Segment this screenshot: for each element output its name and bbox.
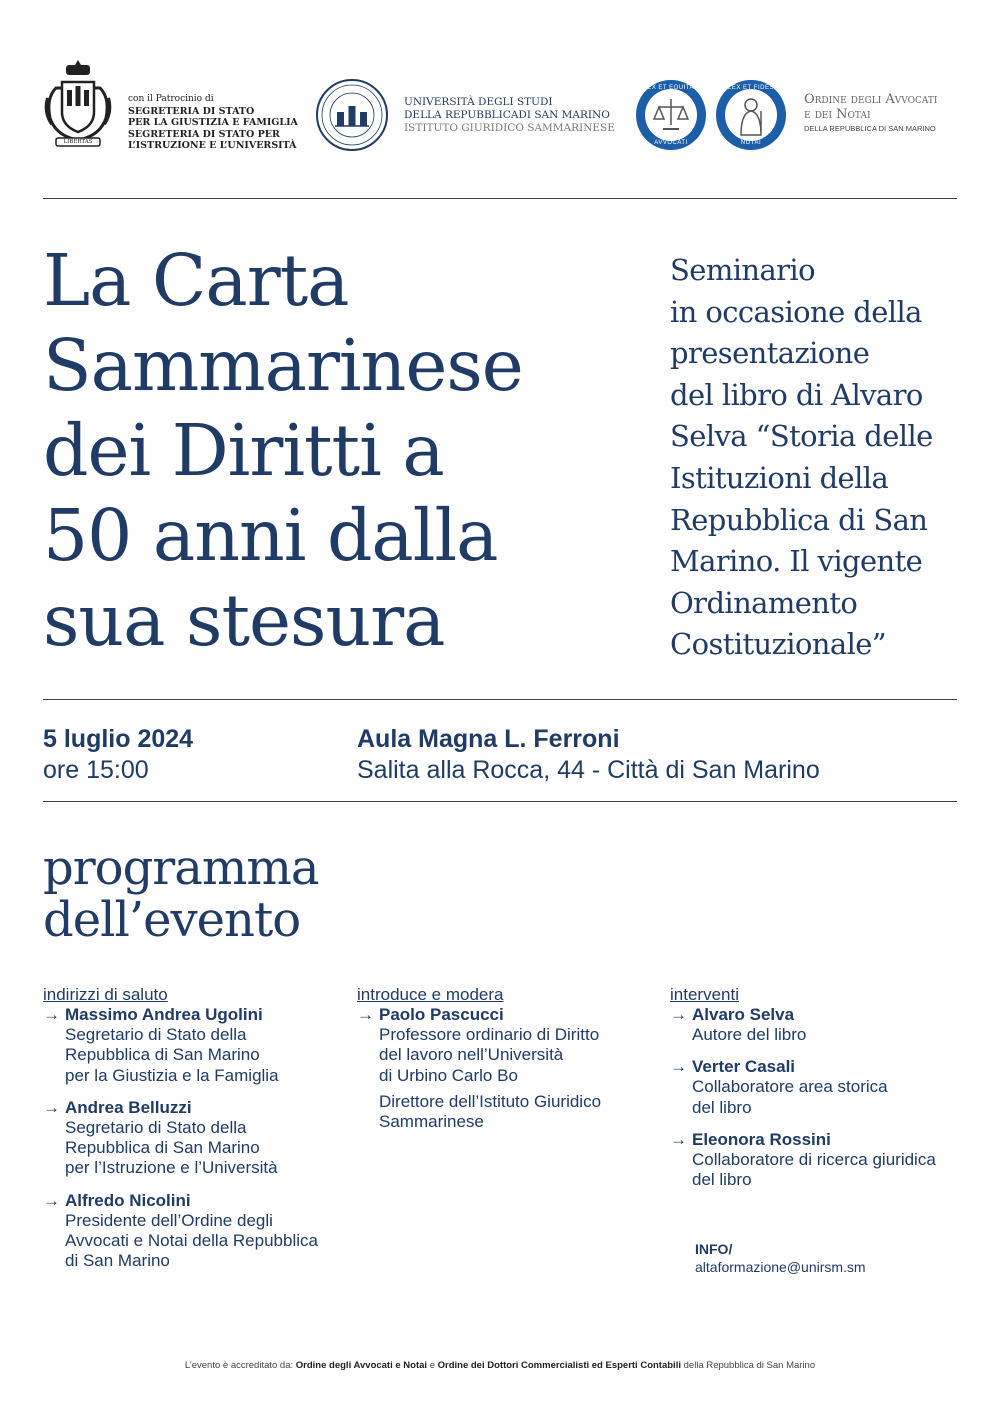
ordine-name	[804, 92, 937, 136]
speaker-role	[357, 1025, 657, 1086]
event-date: 5 luglio 2024	[43, 725, 194, 753]
title-line-5: sua stesura	[43, 579, 445, 662]
role-line: Collaboratore area storica	[692, 1077, 888, 1097]
column-heading: indirizzi di saluto	[43, 985, 168, 1004]
event-venue	[357, 724, 820, 786]
university-line-1: UNIVERSITÀ DEGLI STUDI	[404, 96, 553, 108]
event-divider	[43, 801, 957, 802]
speaker-name: Andrea Belluzzi	[65, 1097, 192, 1117]
event-time: ore 15:00	[43, 756, 149, 784]
title-line-2: Sammarinese	[43, 324, 523, 407]
footer-org-1: Ordine degli Avvocati e Notai	[295, 1360, 428, 1371]
university-line-2: DELLA REPUBBLICADI SAN MARINO	[404, 109, 610, 121]
seal-notai-logo	[716, 80, 786, 150]
role-line: Direttore dell’Istituto Giuridico	[379, 1091, 602, 1111]
role-line: Segretario di Stato della	[65, 1117, 247, 1137]
seal-notai-bottom-text: NOTAI	[740, 140, 762, 146]
role-line: Avvocati e Notai della Repubblica	[65, 1231, 318, 1251]
role-line: Sammarinese	[379, 1112, 484, 1132]
arrow-right-icon: →	[43, 1190, 60, 1210]
role-line: Segretario di Stato della	[65, 1025, 247, 1044]
role-line: del libro	[692, 1170, 752, 1190]
arrow-right-icon: →	[43, 1097, 60, 1117]
seminar-description	[670, 250, 970, 666]
seminar-line: in occasione della	[670, 294, 922, 329]
speaker-role	[670, 1077, 970, 1118]
university-line-3: ISTITUTO GIURIDICO SAMMARINESE	[404, 122, 615, 134]
role-line: di San Marino	[65, 1251, 170, 1271]
role-line: Professore ordinario di Diritto	[379, 1025, 600, 1044]
role-line: Presidente dell’Ordine degli	[65, 1210, 273, 1230]
venue-address: Salita alla Rocca, 44 - Città di San Marino	[357, 756, 820, 784]
info-email-link[interactable]: altaformazione@unirsm.sm	[695, 1259, 866, 1275]
coat-of-arms-logo	[42, 58, 114, 152]
arrow-right-icon: →	[43, 1005, 60, 1024]
speaker-entry	[43, 1191, 343, 1272]
university-seal-logo	[316, 79, 388, 151]
seal-avvocati-bottom-text: AVVOCATI	[654, 140, 688, 146]
speaker-entry	[43, 1098, 343, 1179]
ordine-line-3: DELLA REPUBBLICA DI SAN MARINO	[804, 124, 936, 133]
speaker-name: Alvaro Selva	[692, 1005, 795, 1024]
role-line: del lavoro nell’Università	[379, 1045, 564, 1065]
info-block	[695, 1240, 866, 1276]
role-line: Repubblica di San Marino	[65, 1138, 260, 1158]
patronage-line-1: SEGRETERIA DI STATO	[128, 105, 255, 117]
coat-of-arms-motto: LIBERTAS	[63, 139, 93, 145]
speaker-name: Verter Casali	[692, 1057, 796, 1077]
patronage-line-3: SEGRETERIA DI STATO PER	[128, 128, 280, 140]
speaker-role	[43, 1211, 343, 1272]
speaker-role	[43, 1025, 343, 1086]
seminar-line: Istituzioni della	[670, 460, 889, 495]
footer-suffix: della Repubblica di San Marino	[680, 1360, 816, 1371]
role-line: per la Giustizia e la Famiglia	[65, 1065, 279, 1085]
speaker-name: Massimo Andrea Ugolini	[65, 1005, 263, 1024]
seminar-line: Ordinamento	[670, 585, 858, 620]
info-label: INFO/	[695, 1241, 733, 1257]
seminar-line: Costituzionale”	[670, 627, 887, 662]
speaker-name: Paolo Pascucci	[379, 1005, 504, 1024]
role-line: Repubblica di San Marino	[65, 1045, 260, 1065]
program-column-moderatore	[357, 985, 657, 1144]
column-heading: interventi	[670, 985, 739, 1004]
title-line-3: dei Diritti a	[43, 409, 444, 492]
header-divider	[43, 198, 957, 199]
seminar-line: Marino. Il vigente	[670, 544, 923, 579]
speaker-role	[670, 1150, 970, 1191]
title-divider	[43, 699, 957, 700]
speaker-name: Eleonora Rossini	[692, 1129, 831, 1149]
footer-org-2: Ordine dei Dottori Commercialisti ed Esperti Contabili	[437, 1360, 681, 1371]
program-column-interventi	[670, 985, 970, 1202]
venue-name: Aula Magna L. Ferroni	[357, 725, 620, 753]
seminar-line: presentazione	[670, 336, 870, 371]
arrow-right-icon: →	[670, 1005, 687, 1024]
main-title	[43, 238, 643, 663]
ordine-line-2: e dei Notai	[804, 107, 871, 122]
speaker-entry	[43, 1005, 343, 1086]
arrow-right-icon: →	[357, 1005, 374, 1024]
seal-avvocati-logo	[636, 80, 706, 150]
footer-prefix: L’evento è accreditato da:	[184, 1360, 296, 1371]
event-datetime	[43, 724, 193, 786]
seminar-line: Repubblica di San	[670, 502, 928, 537]
university-name	[404, 96, 615, 135]
patronage-line-2: PER LA GIUSTIZIA E FAMIGLIA	[128, 117, 298, 128]
program-title-line-2: dell’evento	[43, 892, 301, 948]
speaker-entry	[670, 1057, 970, 1118]
role-line: Collaboratore di ricerca giuridica	[692, 1149, 936, 1169]
arrow-right-icon: →	[670, 1129, 687, 1149]
patronage-text	[128, 94, 298, 152]
footer-conj: e	[427, 1360, 438, 1371]
program-title	[43, 842, 319, 946]
speaker-extra-role	[357, 1092, 657, 1133]
program-column-saluti	[43, 985, 343, 1284]
role-line: del libro	[692, 1097, 752, 1117]
arrow-right-icon: →	[670, 1057, 687, 1077]
speaker-entry	[670, 1005, 970, 1045]
speaker-role	[43, 1118, 343, 1179]
speaker-role	[670, 1025, 970, 1045]
patronage-intro: con il Patrocinio di	[128, 94, 214, 104]
role-line: di Urbino Carlo Bo	[379, 1065, 518, 1085]
program-title-line-1: programma	[43, 840, 319, 896]
role-line: Autore del libro	[692, 1025, 807, 1044]
speaker-name: Alfredo Nicolini	[65, 1190, 191, 1210]
seal-avvocati-top-text: LEX ET EQUITAS	[643, 85, 699, 91]
accreditation-footer	[0, 1360, 1000, 1371]
seminar-line: Seminario	[670, 253, 815, 287]
title-line-4: 50 anni dalla	[43, 494, 498, 577]
seal-notai-top-text: LEX ET FIDES	[728, 85, 774, 91]
patronage-line-4: L’ISTRUZIONE E L’UNIVERSITÀ	[128, 140, 297, 151]
speaker-entry	[670, 1130, 970, 1191]
column-heading: introduce e modera	[357, 985, 504, 1004]
role-line: per l’Istruzione e l’Università	[65, 1158, 278, 1178]
seminar-line: Selva “Storia delle	[670, 419, 933, 454]
title-line-1: La Carta	[43, 239, 349, 322]
seminar-line: del libro di Alvaro	[670, 377, 923, 412]
speaker-entry	[357, 1005, 657, 1132]
ordine-line-1: Ordine degli Avvocati	[804, 92, 938, 107]
